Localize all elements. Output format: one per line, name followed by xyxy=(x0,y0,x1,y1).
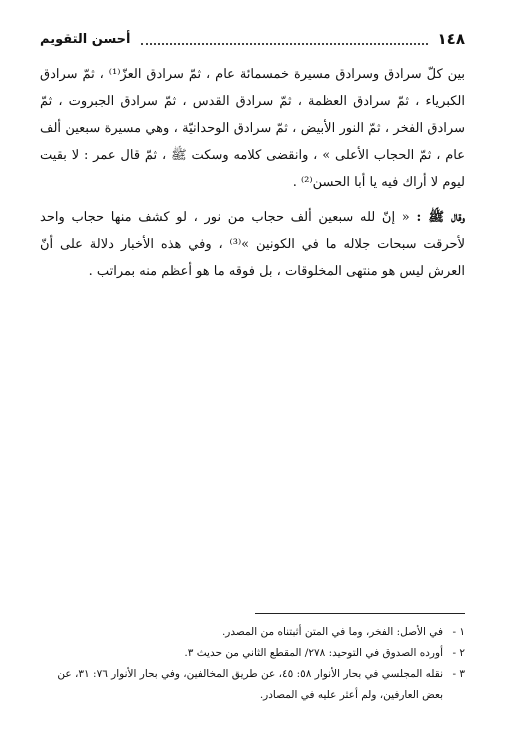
header-dot-leader xyxy=(141,34,428,45)
footnote-separator xyxy=(255,613,465,614)
footnote-text: في الأصل: الفخر، وما في المتن أثبتناه من المصدر. xyxy=(221,626,443,638)
paragraph-1: بين كلّ سرادق وسرادق مسيرة خمسمائة عام ، ثمّ سرادق العزّ⁽¹⁾ ، ثمّ سرادق الكبرياء ، ثمّ سرادق العظمة ، ثمّ سرادق القدس ، ثمّ سرادق الجبروت ، ثمّ سرادق الفخر ، ثمّ النور الأبيض ، ثمّ سرادق الوحدانيّة ، وهي مسيرة سبعين ألف عام ، ثمّ الحجاب الأعلى » ، وانقضى كلامه وسكت ﷺ ، ثمّ قال عمر : لا بقيت ليوم لا أراك فيه يا أبا الحسن⁽²⁾ . xyxy=(40,67,466,190)
footnote xyxy=(40,664,465,706)
footnote-number: ١ - xyxy=(452,626,465,638)
footnote-text: نقله المجلسي في بحار الأنوار ٥٨: ٤٥، عن طريق المخالفين، وفي بحار الأنوار ٧٦: ٣١، عن بعض العارفين، ولم أعثر عليه في المصادر. xyxy=(57,668,443,701)
paragraph-2 xyxy=(40,204,465,285)
paragraph-2-lead: وقال ﷺ : xyxy=(416,210,465,225)
footnote xyxy=(40,622,465,643)
page-header xyxy=(40,28,465,50)
footnotes xyxy=(40,622,465,706)
footnote-number: ٣ - xyxy=(452,668,465,680)
paragraph-2-text: « إنّ لله سبعين ألف حجاب من نور ، لو كشف منها حجاب واحد لأحرقت سبحات جلاله ما في الكونين »⁽³⁾ ، وفي هذه الأخبار دلالة على أنّ العرش ليس هو منتهى المخلوقات ، بل فوقه ما هو أعظم منه بمراتب . xyxy=(40,210,466,279)
footnote xyxy=(40,643,465,664)
footnote-number: ٢ - xyxy=(452,647,465,659)
main-text xyxy=(40,61,465,285)
footnote-text: أورده الصدوق في التوحيد: ٢٧٨/ المقطع الثاني من حديث ٣. xyxy=(184,647,443,659)
running-title: أحسن التقويم xyxy=(40,31,131,47)
page-number: ١٤٨ xyxy=(437,30,465,48)
